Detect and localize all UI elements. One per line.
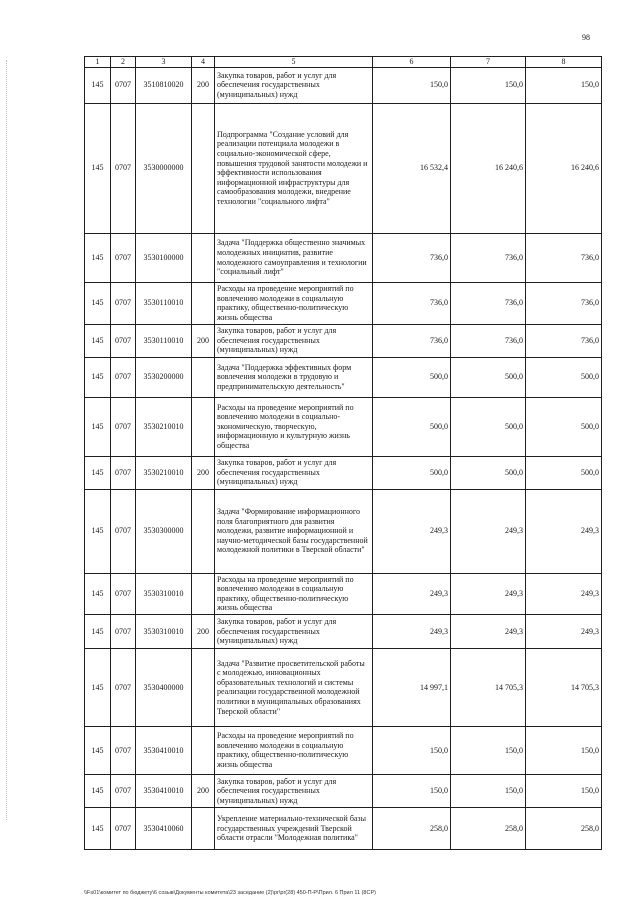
cell-expense-type (192, 573, 215, 614)
cell-amount-col8: 150,0 (526, 67, 602, 103)
table-row (85, 324, 602, 357)
table-header-row (85, 57, 602, 68)
cell-amount-col8: 736,0 (526, 282, 602, 324)
header-col-2: 2 (111, 57, 136, 68)
cell-expense-type (192, 807, 215, 849)
cell-section-code: 0707 (111, 324, 136, 357)
cell-amount-col7: 500,0 (451, 397, 526, 456)
cell-section-code: 0707 (111, 614, 136, 648)
cell-target-article: 3530300000 (136, 489, 192, 573)
cell-amount-col6: 150,0 (373, 67, 451, 103)
cell-description: Задача "Поддержка общественно значимых молодежных инициатив, развитие молодежного самоуправления и технологии "социальный лифт" (215, 233, 373, 282)
cell-amount-col6: 500,0 (373, 357, 451, 397)
cell-amount-col8: 258,0 (526, 807, 602, 849)
table-row (85, 774, 602, 807)
cell-amount-col6: 258,0 (373, 807, 451, 849)
cell-section-code: 0707 (111, 67, 136, 103)
header-col-5: 5 (215, 57, 373, 68)
table-row (85, 103, 602, 233)
cell-admin-code: 145 (85, 357, 111, 397)
cell-target-article: 3530100000 (136, 233, 192, 282)
cell-expense-type (192, 397, 215, 456)
cell-description: Расходы на проведение мероприятий по вовлечению молодежи в социальную практику, общественно-политическую жизнь общества (215, 726, 373, 774)
cell-amount-col6: 500,0 (373, 456, 451, 489)
cell-target-article: 3530210010 (136, 397, 192, 456)
cell-description: Расходы на проведение мероприятий по вовлечению молодежи в социальную практику, общественно-политическую жизнь общества (215, 282, 373, 324)
cell-amount-col7: 500,0 (451, 456, 526, 489)
cell-section-code: 0707 (111, 774, 136, 807)
cell-admin-code: 145 (85, 614, 111, 648)
cell-admin-code: 145 (85, 726, 111, 774)
cell-expense-type: 200 (192, 67, 215, 103)
cell-description: Задача "Формирование информационного поля благоприятного для развития молодежи, развитие информационной и научно-методической базы государственной молодежной политики в Тверской области" (215, 489, 373, 573)
cell-amount-col6: 736,0 (373, 282, 451, 324)
cell-target-article: 3530110010 (136, 282, 192, 324)
cell-admin-code: 145 (85, 397, 111, 456)
cell-amount-col6: 150,0 (373, 726, 451, 774)
cell-description: Закупка товаров, работ и услуг для обеспечения государственных (муниципальных) нужд (215, 614, 373, 648)
cell-expense-type (192, 282, 215, 324)
table-row (85, 282, 602, 324)
cell-amount-col7: 16 240,6 (451, 103, 526, 233)
cell-target-article: 3530110010 (136, 324, 192, 357)
cell-admin-code: 145 (85, 489, 111, 573)
cell-amount-col8: 14 705,3 (526, 648, 602, 726)
cell-amount-col8: 500,0 (526, 357, 602, 397)
file-path-footer: \\Fs01\комитет по бюджету\6 созыв\Документы комитета\23 заседание (2)\pr\pr(28) 450-П-Р\Прил. 6 Прил 11 (8СР) (84, 890, 376, 896)
cell-amount-col7: 736,0 (451, 233, 526, 282)
cell-admin-code: 145 (85, 233, 111, 282)
cell-description: Укрепление материально-технической базы государственных учреждений Тверской области отрасли "Молодежная политика" (215, 807, 373, 849)
cell-amount-col8: 150,0 (526, 726, 602, 774)
table-row (85, 648, 602, 726)
left-margin-guide (6, 60, 9, 820)
cell-description: Задача "Поддержка эффективных форм вовлечения молодежи в трудовую и предпринимательскую деятельность" (215, 357, 373, 397)
cell-section-code: 0707 (111, 807, 136, 849)
cell-section-code: 0707 (111, 397, 136, 456)
cell-amount-col7: 150,0 (451, 67, 526, 103)
cell-target-article: 3530410010 (136, 774, 192, 807)
table-row (85, 614, 602, 648)
cell-description: Закупка товаров, работ и услуг для обеспечения государственных (муниципальных) нужд (215, 456, 373, 489)
table-row (85, 573, 602, 614)
cell-expense-type (192, 357, 215, 397)
cell-expense-type (192, 648, 215, 726)
cell-amount-col7: 736,0 (451, 324, 526, 357)
cell-amount-col7: 249,3 (451, 573, 526, 614)
table-row (85, 456, 602, 489)
table-row (85, 397, 602, 456)
cell-target-article: 3530410060 (136, 807, 192, 849)
header-col-3: 3 (136, 57, 192, 68)
cell-amount-col6: 16 532,4 (373, 103, 451, 233)
cell-amount-col7: 736,0 (451, 282, 526, 324)
table-row (85, 67, 602, 103)
cell-section-code: 0707 (111, 573, 136, 614)
cell-expense-type (192, 103, 215, 233)
table-row (85, 807, 602, 849)
cell-admin-code: 145 (85, 573, 111, 614)
cell-target-article: 3530410010 (136, 726, 192, 774)
cell-description: Задача "Развитие просветительской работы с молодежью, инновационных образовательных технологий и системы реализации государственной молодежной политики в муниципальных образованиях Тверской области" (215, 648, 373, 726)
cell-amount-col6: 14 997,1 (373, 648, 451, 726)
cell-amount-col8: 249,3 (526, 614, 602, 648)
cell-amount-col7: 14 705,3 (451, 648, 526, 726)
cell-expense-type: 200 (192, 456, 215, 489)
cell-admin-code: 145 (85, 282, 111, 324)
cell-description: Расходы на проведение мероприятий по вовлечению молодежи в социально-экономическую, творческую, информационную и культурную жизнь общества (215, 397, 373, 456)
cell-section-code: 0707 (111, 357, 136, 397)
cell-target-article: 3530400000 (136, 648, 192, 726)
cell-amount-col6: 736,0 (373, 233, 451, 282)
cell-amount-col8: 249,3 (526, 489, 602, 573)
cell-amount-col6: 736,0 (373, 324, 451, 357)
cell-section-code: 0707 (111, 726, 136, 774)
header-col-8: 8 (526, 57, 602, 68)
table-row (85, 357, 602, 397)
cell-admin-code: 145 (85, 324, 111, 357)
cell-target-article: 3530210010 (136, 456, 192, 489)
cell-target-article: 3530200000 (136, 357, 192, 397)
cell-amount-col6: 249,3 (373, 614, 451, 648)
cell-amount-col7: 249,3 (451, 614, 526, 648)
cell-amount-col7: 258,0 (451, 807, 526, 849)
page-number: 98 (582, 33, 590, 42)
header-col-7: 7 (451, 57, 526, 68)
cell-expense-type (192, 233, 215, 282)
cell-section-code: 0707 (111, 489, 136, 573)
cell-admin-code: 145 (85, 103, 111, 233)
cell-description: Расходы на проведение мероприятий по вовлечению молодежи в социальную практику, общественно-политическую жизнь общества (215, 573, 373, 614)
header-col-6: 6 (373, 57, 451, 68)
cell-amount-col8: 249,3 (526, 573, 602, 614)
cell-amount-col6: 150,0 (373, 774, 451, 807)
cell-amount-col8: 500,0 (526, 456, 602, 489)
cell-section-code: 0707 (111, 648, 136, 726)
table-body (85, 67, 602, 849)
cell-target-article: 3530000000 (136, 103, 192, 233)
cell-expense-type (192, 726, 215, 774)
cell-admin-code: 145 (85, 67, 111, 103)
cell-section-code: 0707 (111, 282, 136, 324)
cell-admin-code: 145 (85, 456, 111, 489)
cell-description: Закупка товаров, работ и услуг для обеспечения государственных (муниципальных) нужд (215, 324, 373, 357)
cell-target-article: 3530310010 (136, 573, 192, 614)
cell-section-code: 0707 (111, 233, 136, 282)
cell-target-article: 3530310010 (136, 614, 192, 648)
cell-expense-type (192, 489, 215, 573)
cell-amount-col7: 500,0 (451, 357, 526, 397)
cell-amount-col7: 150,0 (451, 726, 526, 774)
cell-amount-col8: 150,0 (526, 774, 602, 807)
cell-amount-col8: 16 240,6 (526, 103, 602, 233)
cell-amount-col7: 150,0 (451, 774, 526, 807)
cell-section-code: 0707 (111, 456, 136, 489)
cell-admin-code: 145 (85, 774, 111, 807)
cell-admin-code: 145 (85, 648, 111, 726)
cell-amount-col8: 500,0 (526, 397, 602, 456)
budget-table (84, 56, 602, 850)
cell-description: Закупка товаров, работ и услуг для обеспечения государственных (муниципальных) нужд (215, 67, 373, 103)
cell-amount-col8: 736,0 (526, 233, 602, 282)
cell-admin-code: 145 (85, 807, 111, 849)
header-col-4: 4 (192, 57, 215, 68)
cell-amount-col6: 249,3 (373, 489, 451, 573)
header-col-1: 1 (85, 57, 111, 68)
cell-amount-col6: 500,0 (373, 397, 451, 456)
cell-amount-col7: 249,3 (451, 489, 526, 573)
cell-expense-type: 200 (192, 774, 215, 807)
table-row (85, 489, 602, 573)
cell-target-article: 3510810020 (136, 67, 192, 103)
table-row (85, 233, 602, 282)
cell-amount-col6: 249,3 (373, 573, 451, 614)
cell-description: Подпрограмма "Создание условий для реализации потенциала молодежи в социально-экономической сфере, повышения трудовой занятости молодежи и эффективности использования информационной инфраструктуры для самообразования молодежи, внедрение технологии "социального лифта" (215, 103, 373, 233)
cell-expense-type: 200 (192, 324, 215, 357)
cell-section-code: 0707 (111, 103, 136, 233)
cell-expense-type: 200 (192, 614, 215, 648)
table-row (85, 726, 602, 774)
cell-description: Закупка товаров, работ и услуг для обеспечения государственных (муниципальных) нужд (215, 774, 373, 807)
cell-amount-col8: 736,0 (526, 324, 602, 357)
